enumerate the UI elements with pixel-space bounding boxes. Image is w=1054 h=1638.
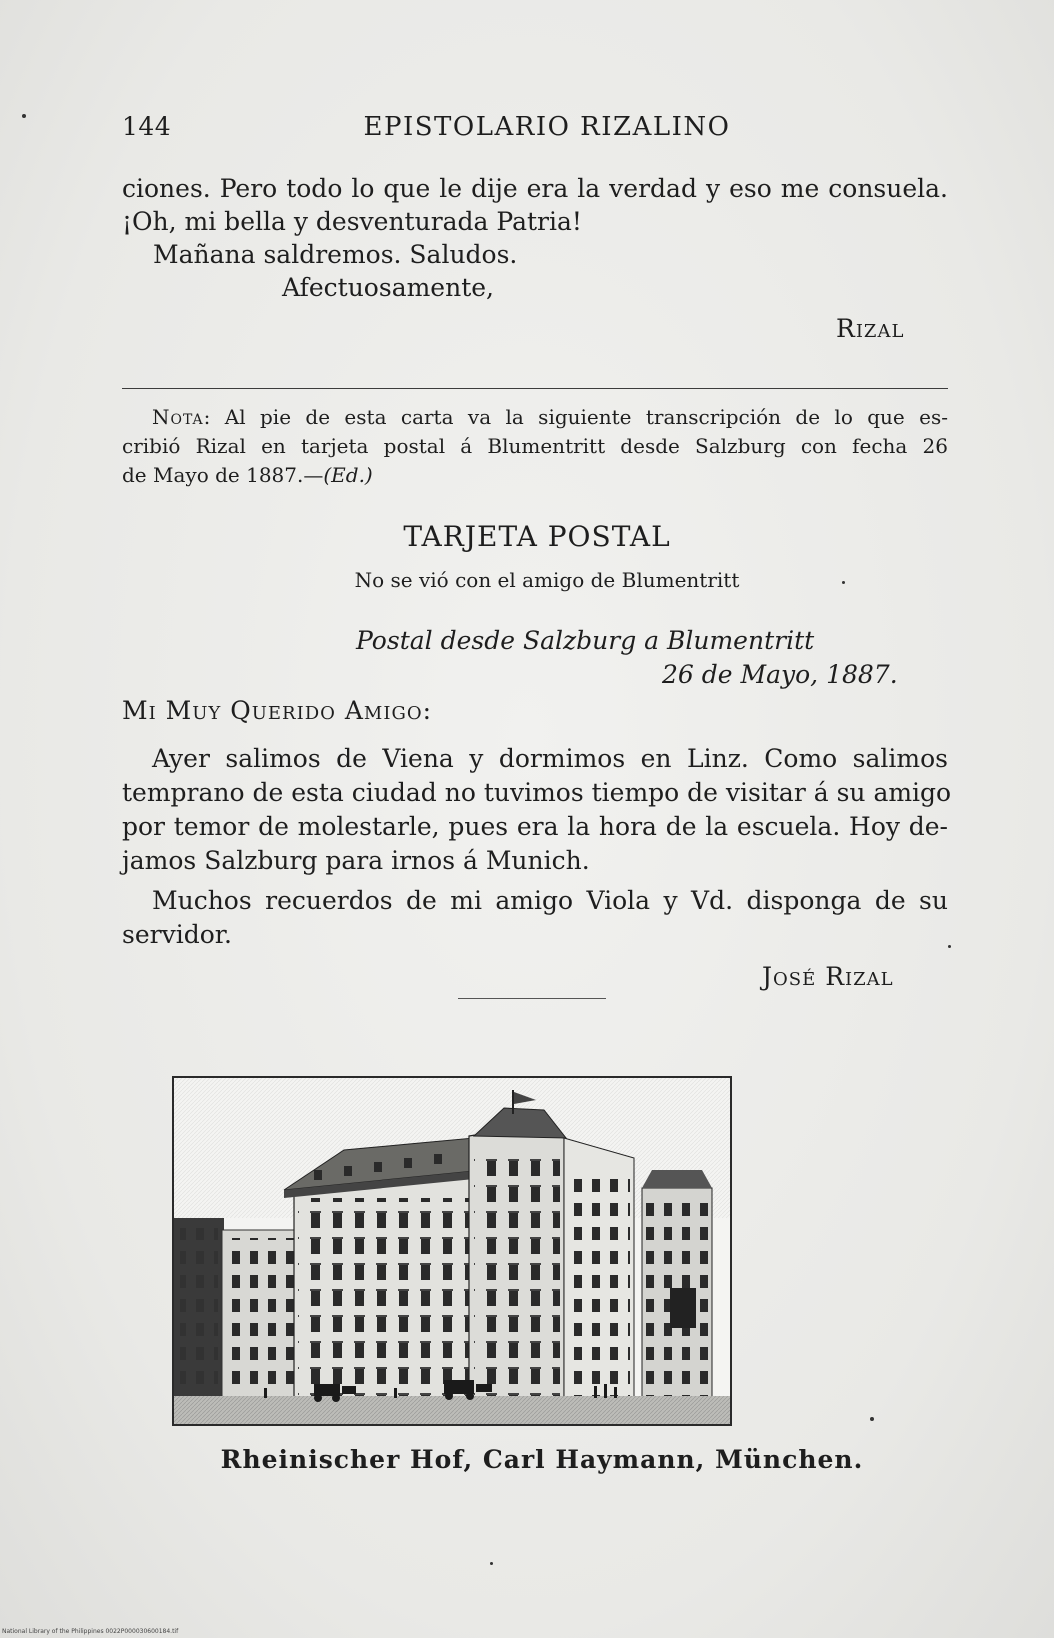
note-line-2: cribió Rizal en tarjeta postal á Blumentritt desde Salzburg con fecha 26 xyxy=(122,434,948,458)
scan-speck xyxy=(22,114,26,118)
letter-closing: Afectuosamente, xyxy=(282,273,494,302)
postcard-signature: José Rizal xyxy=(762,962,894,991)
scan-speck xyxy=(948,945,951,948)
postcard-subtitle: No se vió con el amigo de Blumentritt xyxy=(354,568,740,592)
postcard-p1-line-2: temprano de esta ciudad no tuvimos tiempo de visitar á su amigo xyxy=(122,778,952,807)
section-divider xyxy=(122,388,948,389)
image-caption: Rheinischer Hof, Carl Haymann, München. xyxy=(220,1445,864,1474)
postcard-title: TARJETA POSTAL xyxy=(403,520,671,553)
letter-line-2: ¡Oh, mi bella y desventurada Patria! xyxy=(122,207,582,236)
hotel-engraving xyxy=(172,1076,732,1426)
note-line-3 xyxy=(122,461,373,490)
postcard-p1-line-4: jamos Salzburg para irnos á Munich. xyxy=(122,846,590,875)
page-number: 144 xyxy=(122,112,172,141)
postcard-p2-line-1: Muchos recuerdos de mi amigo Viola y Vd. disponga de su xyxy=(152,886,948,915)
short-divider xyxy=(458,998,606,999)
postcard-origin: Postal desde Salzburg a Blumentritt xyxy=(356,626,815,655)
letter-line-1: ciones. Pero todo lo que le dije era la verdad y eso me consuela. xyxy=(122,174,948,203)
scan-speck xyxy=(490,1562,493,1565)
letter-signature: Rizal xyxy=(836,314,905,343)
postcard-salutation: Mi Muy Querido Amigo: xyxy=(122,696,433,725)
postcard-p1-line-1: Ayer salimos de Viena y dormimos en Linz. Como salimos xyxy=(152,744,948,773)
note-line-1-text: : Al pie de esta carta va la siguiente transcripción de lo que es- xyxy=(203,405,948,429)
postcard-date: 26 de Mayo, 1887. xyxy=(662,660,898,689)
letter-line-3: Mañana saldremos. Saludos. xyxy=(153,240,518,269)
note-line-1 xyxy=(152,403,948,432)
scan-speck xyxy=(870,1417,874,1421)
scan-speck xyxy=(842,581,845,584)
note-label: Nota xyxy=(152,405,204,429)
hotel-building-illustration xyxy=(174,1078,730,1424)
postcard-p2-line-2: servidor. xyxy=(122,920,232,949)
postcard-p1-line-3: por temor de molestarle, pues era la hora de la escuela. Hoy de- xyxy=(122,812,948,841)
note-editor-mark: (Ed.) xyxy=(323,463,373,487)
scan-footer: National Library of the Philippines 0022P000030600184.tif xyxy=(2,1628,179,1635)
note-line-3-text: de Mayo de 1887.— xyxy=(122,463,324,487)
running-title: EPISTOLARIO RIZALINO xyxy=(363,112,731,142)
